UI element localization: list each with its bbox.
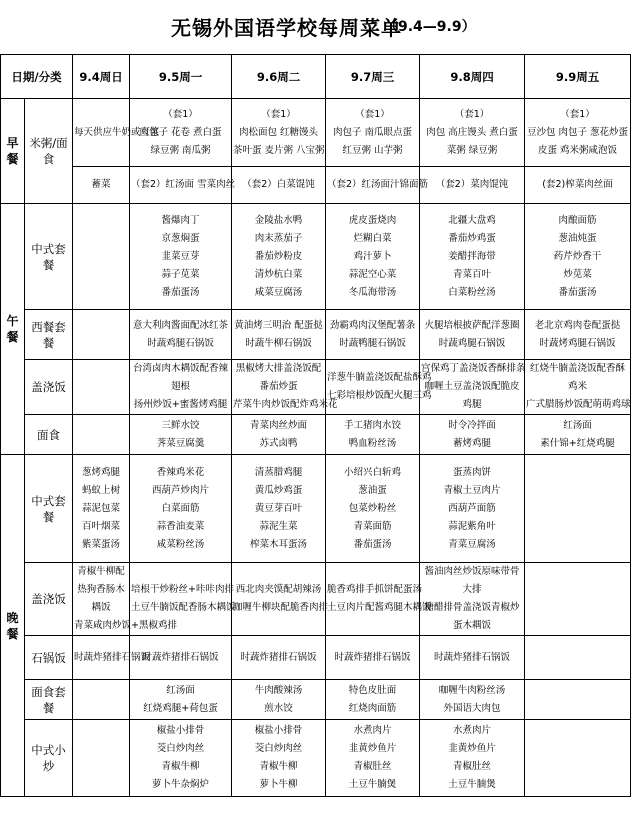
dish: 青椒土豆肉片	[443, 484, 501, 496]
menu-cell	[326, 204, 420, 310]
menu-cell	[232, 167, 326, 204]
menu-cell	[525, 310, 631, 360]
dish: （套1）	[261, 108, 296, 120]
menu-cell	[326, 99, 420, 167]
dish: 土豆牛腩饭配香肠木耦饭	[131, 602, 236, 613]
dish: 青菜百叶	[453, 268, 492, 280]
dish: 豆沙包 肉包子 葱花炒蛋	[526, 126, 629, 138]
menu-cell	[525, 680, 631, 720]
dish: 青菜咸肉炒饭+黑椒鸡排	[74, 620, 177, 631]
menu-row-b_porridge	[1, 99, 631, 167]
dish: 蓄菜	[91, 179, 111, 190]
dish: 清蒸腊鸡腿	[254, 466, 303, 478]
header-day: 9.7周三	[326, 55, 420, 99]
menu-cell	[73, 204, 130, 310]
dish: 葱油蛋	[358, 484, 387, 496]
dish: 京葱焖蛋	[161, 232, 200, 244]
menu-title-text: 无锡外国语学校每周菜单	[171, 16, 402, 40]
dish: 肉包子 南瓜眼点蛋	[333, 126, 413, 138]
dish: 茶叶蛋 麦片粥 八宝粥	[233, 144, 325, 156]
dish: 糖醋排骨盖浇饭青椒炒蛋木耦饭	[424, 602, 520, 631]
menu-cell	[232, 455, 326, 563]
dish: 咖喱牛肉粉丝汤	[438, 684, 506, 696]
dish: 番茄炒鸡蛋	[448, 232, 496, 244]
dish: 紫菜蛋汤	[82, 538, 121, 550]
dish: 荠菜豆腐羹	[156, 437, 205, 449]
dish: 西葫芦面筋	[448, 502, 496, 514]
dish: 火腿培根披萨配洋葱圈	[424, 319, 520, 331]
dish: 青椒牛柳配热狗香肠木耦饭	[77, 566, 125, 613]
dish: 素什锦+红烧鸡腿	[540, 437, 615, 449]
dish: 白菜粉丝汤	[448, 286, 496, 298]
menu-cell	[130, 636, 232, 680]
header-row	[1, 55, 631, 99]
dish: 皮蛋 鸡米粥咸泡饭	[538, 144, 618, 156]
dish: 脆香鸡排手抓饼配蛋汤	[327, 584, 423, 595]
dish: 白菜面筋	[161, 502, 200, 514]
menu-cell	[73, 415, 130, 455]
dish: 椒盐小排骨	[156, 725, 205, 736]
dish: 咸菜粉丝汤	[156, 538, 205, 550]
dish: 水煮肉片	[453, 725, 492, 736]
menu-cell	[130, 99, 232, 167]
menu-cell	[420, 455, 525, 563]
category-label: 中式套餐	[25, 455, 73, 563]
menu-cell	[232, 99, 326, 167]
menu-cell	[326, 720, 420, 797]
menu-row-d_set	[1, 680, 631, 720]
menu-cell	[73, 563, 177, 636]
dish: 时蔬炸猪排石锅饭	[142, 651, 219, 663]
dish: 七彩培根炒饭配火腿三鸡	[327, 390, 432, 401]
dish: 青菜肉丝炒面	[250, 419, 308, 431]
dish: 时蔬炸猪排石锅饭	[434, 651, 511, 663]
menu-row-b_noodle	[1, 167, 631, 204]
dish: 金陵盐水鸭	[254, 214, 303, 226]
menu-cell	[73, 310, 130, 360]
dish: 菜粥 绿豆粥	[446, 144, 498, 156]
dish: 酱油肉丝炒饭原味带骨大排	[424, 566, 520, 595]
date-range: （9.4—9.9）	[384, 19, 476, 35]
dish: 青菜豆腐汤	[448, 538, 496, 550]
menu-cell	[130, 720, 232, 797]
dish: 青椒肚丝	[353, 761, 392, 772]
dish: 咖喱土豆盖浇饭配脆皮鸡腿	[424, 381, 520, 410]
menu-cell	[525, 415, 631, 455]
dish: 蒜泥生菜	[259, 520, 298, 532]
menu-cell	[326, 360, 432, 415]
meal-label-lunch: 午餐	[1, 204, 25, 455]
dish: 番茄蛋汤	[161, 286, 200, 298]
dish: 西北肉夹馍配胡辣汤	[235, 584, 322, 595]
menu-cell	[232, 563, 329, 636]
header-day: 9.9周五	[525, 55, 631, 99]
menu-cell	[73, 455, 130, 563]
category-label: 盖浇饭	[25, 360, 73, 415]
menu-cell	[130, 360, 232, 415]
dish: 土豆牛腩煲	[448, 779, 496, 790]
menu-cell	[130, 310, 232, 360]
dish: 茭白炒肉丝	[254, 743, 303, 754]
dish: 老北京鸡肉卷配蛋挞	[534, 319, 621, 331]
dish: 肉末蒸茄子	[254, 232, 303, 244]
dish: 时蔬炸猪排石锅饭	[240, 651, 317, 663]
dish: 萝卜牛杂焖炉	[152, 779, 210, 790]
menu-cell	[130, 204, 232, 310]
menu-cell	[73, 99, 160, 167]
dish: 芹菜牛肉炒饭配炸鸡米花	[233, 399, 338, 410]
menu-cell	[420, 636, 525, 680]
header-day: 9.8周四	[420, 55, 525, 99]
category-label: 面食套餐	[25, 680, 73, 720]
dish: 青椒牛柳	[259, 761, 298, 772]
menu-cell	[420, 720, 525, 797]
menu-cell	[73, 680, 130, 720]
dish: 时蔬炸猪排石锅饭	[74, 651, 151, 663]
dish: 时蔬鸡腿石锅饭	[438, 337, 506, 349]
dish: 鸡汁萝卜	[353, 250, 392, 262]
dish: 劲霸鸡肉汉堡配薯条	[329, 319, 416, 331]
dish: （套2）红汤面 雪菜肉丝	[131, 179, 236, 190]
dish: 炒苋菜	[563, 268, 592, 280]
dish: （套2）菜肉馄饨	[435, 179, 509, 190]
category-label: 米粥/面食	[25, 99, 73, 204]
dish: 红汤面	[563, 419, 592, 431]
menu-row-d_stirfry	[1, 720, 631, 797]
menu-cell	[232, 415, 326, 455]
dish: 番茄蛋汤	[353, 538, 392, 550]
menu-cell	[420, 360, 525, 415]
menu-cell	[420, 415, 525, 455]
dish: 咸菜豆腐汤	[254, 286, 303, 298]
menu-cell	[525, 99, 631, 167]
dish: 青菜面筋	[353, 520, 392, 532]
dish: 特色皮肚面	[348, 684, 397, 696]
dish: 包菜炒粉丝	[348, 502, 397, 514]
dish: 虎皮蛋烧肉	[348, 214, 397, 226]
dish: 榨菜木耳蛋汤	[250, 538, 308, 550]
dish: 药芹炒香干	[553, 250, 602, 262]
dish: 土豆肉片配酱鸡腿木耦饭	[327, 602, 432, 613]
dish: 肉包子 花卷 煮白蛋	[139, 126, 222, 138]
dish: 青椒牛柳	[161, 761, 200, 772]
dish: 青椒肚丝	[453, 761, 492, 772]
dish: 番茄蛋汤	[558, 286, 597, 298]
dish: 蒜香油麦菜	[156, 520, 205, 532]
menu-row-l_chinese	[1, 204, 631, 310]
menu-cell	[420, 310, 525, 360]
dish: 葱烤鸡腿	[82, 466, 121, 478]
menu-title	[0, 0, 630, 54]
menu-cell	[525, 204, 631, 310]
menu-cell	[525, 360, 631, 415]
dish: 鸭血粉丝汤	[348, 437, 397, 449]
dish: 手工猪肉水饺	[344, 419, 402, 431]
menu-cell	[420, 204, 525, 310]
header-category: 日期/分类	[1, 55, 73, 99]
dish: 蛋蒸肉饼	[453, 466, 492, 478]
menu-cell	[232, 720, 326, 797]
category-label: 中式套餐	[25, 204, 73, 310]
dish: 红豆粥 山芋粥	[342, 144, 403, 156]
dish: 蒜泥空心菜	[348, 268, 397, 280]
dish: 时蔬炸猪排石锅饭	[334, 651, 411, 663]
menu-cell	[73, 720, 130, 797]
menu-cell	[73, 636, 151, 680]
dish: 苏式卤鸭	[259, 437, 298, 449]
dish: 水煮肉片	[353, 725, 392, 736]
dish: 台湾卤肉木耦饭配香辣翅根	[133, 363, 229, 392]
menu-cell	[232, 310, 326, 360]
dish: 番茄炒粉皮	[254, 250, 303, 262]
menu-row-d_stone	[1, 636, 631, 680]
dish: 茭白炒肉丝	[156, 743, 205, 754]
dish: 韭黄炒鱼片	[348, 743, 397, 754]
dish: （套1）	[163, 108, 198, 120]
dish: 扬州炒饭+蜜酱烤鸡腿	[133, 399, 228, 410]
dish: 肉包 高庄馒头 煮白蛋	[426, 126, 518, 138]
menu-cell	[326, 310, 420, 360]
dish: 黄瓜炒鸡蛋	[254, 484, 303, 496]
dish: 萝卜牛柳	[259, 779, 298, 790]
dish: (套2)榨菜肉丝面	[542, 179, 613, 190]
dish: 烂糊白菜	[353, 232, 392, 244]
dish: 清炒杭白菜	[254, 268, 303, 280]
menu-cell	[232, 680, 326, 720]
menu-cell	[326, 167, 429, 204]
dish: 牛肉酸辣汤	[254, 684, 303, 696]
header-day: 9.4周日	[73, 55, 130, 99]
menu-row-l_noodle	[1, 415, 631, 455]
dish: 时蔬牛柳石锅饭	[245, 337, 312, 349]
dish: 时蔬烤鸡腿石锅饭	[539, 337, 616, 349]
category-label: 盖浇饭	[25, 563, 73, 636]
dish: （套1）	[355, 108, 390, 120]
dish: 肉松面包 红糖馒头	[239, 126, 319, 138]
dish: 小绍兴白斩鸡	[344, 466, 402, 478]
menu-cell	[525, 636, 631, 680]
menu-cell	[326, 563, 432, 636]
menu-row-d_rice	[1, 563, 631, 636]
category-label: 面食	[25, 415, 73, 455]
menu-cell	[420, 680, 525, 720]
dish: 红汤面	[166, 684, 195, 696]
dish: 时蔬鸭腿石锅饭	[339, 337, 406, 349]
dish: 土豆牛腩煲	[348, 779, 397, 790]
dish: 时令冷拌面	[448, 419, 496, 431]
dish: 蒜泥紫角叶	[448, 520, 496, 532]
menu-row-l_western	[1, 310, 631, 360]
menu-cell	[326, 636, 420, 680]
menu-cell	[525, 455, 631, 563]
dish: 黄豆芽百叶	[254, 502, 303, 514]
category-label: 中式小炒	[25, 720, 73, 797]
dish: 蚂蚁上树	[82, 484, 121, 496]
dish: 葱油炖蛋	[558, 232, 597, 244]
dish: 酱爆肉丁	[161, 214, 200, 226]
dish: 绿豆粥 南瓜粥	[150, 144, 211, 156]
dish: 姜醋拌海带	[448, 250, 496, 262]
dish: 香辣鸡米花	[156, 466, 205, 478]
dish: 红烧肉面筋	[348, 702, 397, 714]
menu-cell	[130, 167, 236, 204]
dish: 培根干炒粉丝+咔咔肉排	[131, 584, 234, 595]
menu-cell	[525, 563, 631, 636]
menu-row-l_rice	[1, 360, 631, 415]
dish: （套2）白菜馄饨	[242, 179, 315, 190]
menu-cell	[326, 415, 420, 455]
menu-cell	[73, 167, 130, 204]
weekly-menu-table	[0, 54, 631, 797]
meal-label-breakfast: 早餐	[1, 99, 25, 204]
dish: 黑椒烤大排盖浇饭配番茄炒蛋	[235, 363, 322, 392]
header-day: 9.5周一	[130, 55, 232, 99]
menu-cell	[130, 455, 232, 563]
dish: 冬瓜海带汤	[348, 286, 397, 298]
dish: 咖喱牛柳块配脆香肉排	[233, 602, 329, 613]
menu-cell	[232, 636, 326, 680]
menu-cell	[326, 680, 420, 720]
dish: 宫保鸡丁盖浇饭香酥排条	[421, 363, 526, 374]
menu-cell	[232, 360, 338, 415]
dish: 韭菜豆芽	[161, 250, 200, 262]
menu-cell	[130, 680, 232, 720]
menu-cell	[130, 415, 232, 455]
menu-cell	[232, 204, 326, 310]
dish: 西葫芦炒肉片	[152, 484, 210, 496]
menu-cell	[326, 455, 420, 563]
category-label: 西餐套餐	[25, 310, 73, 360]
dish: 红烧鸡腿+荷包蛋	[143, 702, 218, 714]
dish: 蓄烤鸡腿	[453, 437, 492, 449]
dish: 肉酿面筋	[558, 214, 597, 226]
dish: 每天供应牛奶或豆浆	[74, 126, 160, 138]
menu-cell	[420, 99, 525, 167]
dish: 广式腊肠炒饭配萌萌鸡球	[526, 399, 631, 410]
dish: （套1）	[454, 108, 490, 120]
dish: 蒜子苋菜	[161, 268, 200, 280]
dish: （套1）	[560, 108, 595, 120]
dish: 北疆大盘鸡	[448, 214, 496, 226]
menu-row-d_chinese	[1, 455, 631, 563]
dish: 洋葱牛腩盖浇饭配盐酥鸡	[327, 372, 432, 383]
dish: 煎水饺	[264, 702, 293, 714]
meal-label-dinner: 晚餐	[1, 455, 25, 797]
dish: 百叶烟菜	[82, 520, 121, 532]
dish: 韭黄炒鱼片	[448, 743, 496, 754]
menu-cell	[525, 167, 631, 204]
dish: 三鲜水饺	[161, 419, 200, 431]
menu-cell	[525, 720, 631, 797]
dish: 时蔬鸡腿石锅饭	[147, 337, 214, 349]
dish: 椒盐小排骨	[254, 725, 303, 736]
header-day: 9.6周二	[232, 55, 326, 99]
category-label: 石锅饭	[25, 636, 73, 680]
dish: 红烧牛腩盖浇饭配香酥鸡米	[530, 363, 626, 392]
dish: 蒜泥包菜	[82, 502, 121, 514]
menu-cell	[73, 360, 130, 415]
menu-cell	[420, 167, 525, 204]
dish: 黄油烤三明治 配蛋挞	[234, 319, 323, 331]
dish: （套2）红汤面汁锦面筋	[327, 179, 429, 190]
dish: 外国语大肉包	[443, 702, 501, 714]
dish: 意大利肉酱面配冰红茶	[133, 319, 229, 331]
menu-cell	[420, 563, 525, 636]
